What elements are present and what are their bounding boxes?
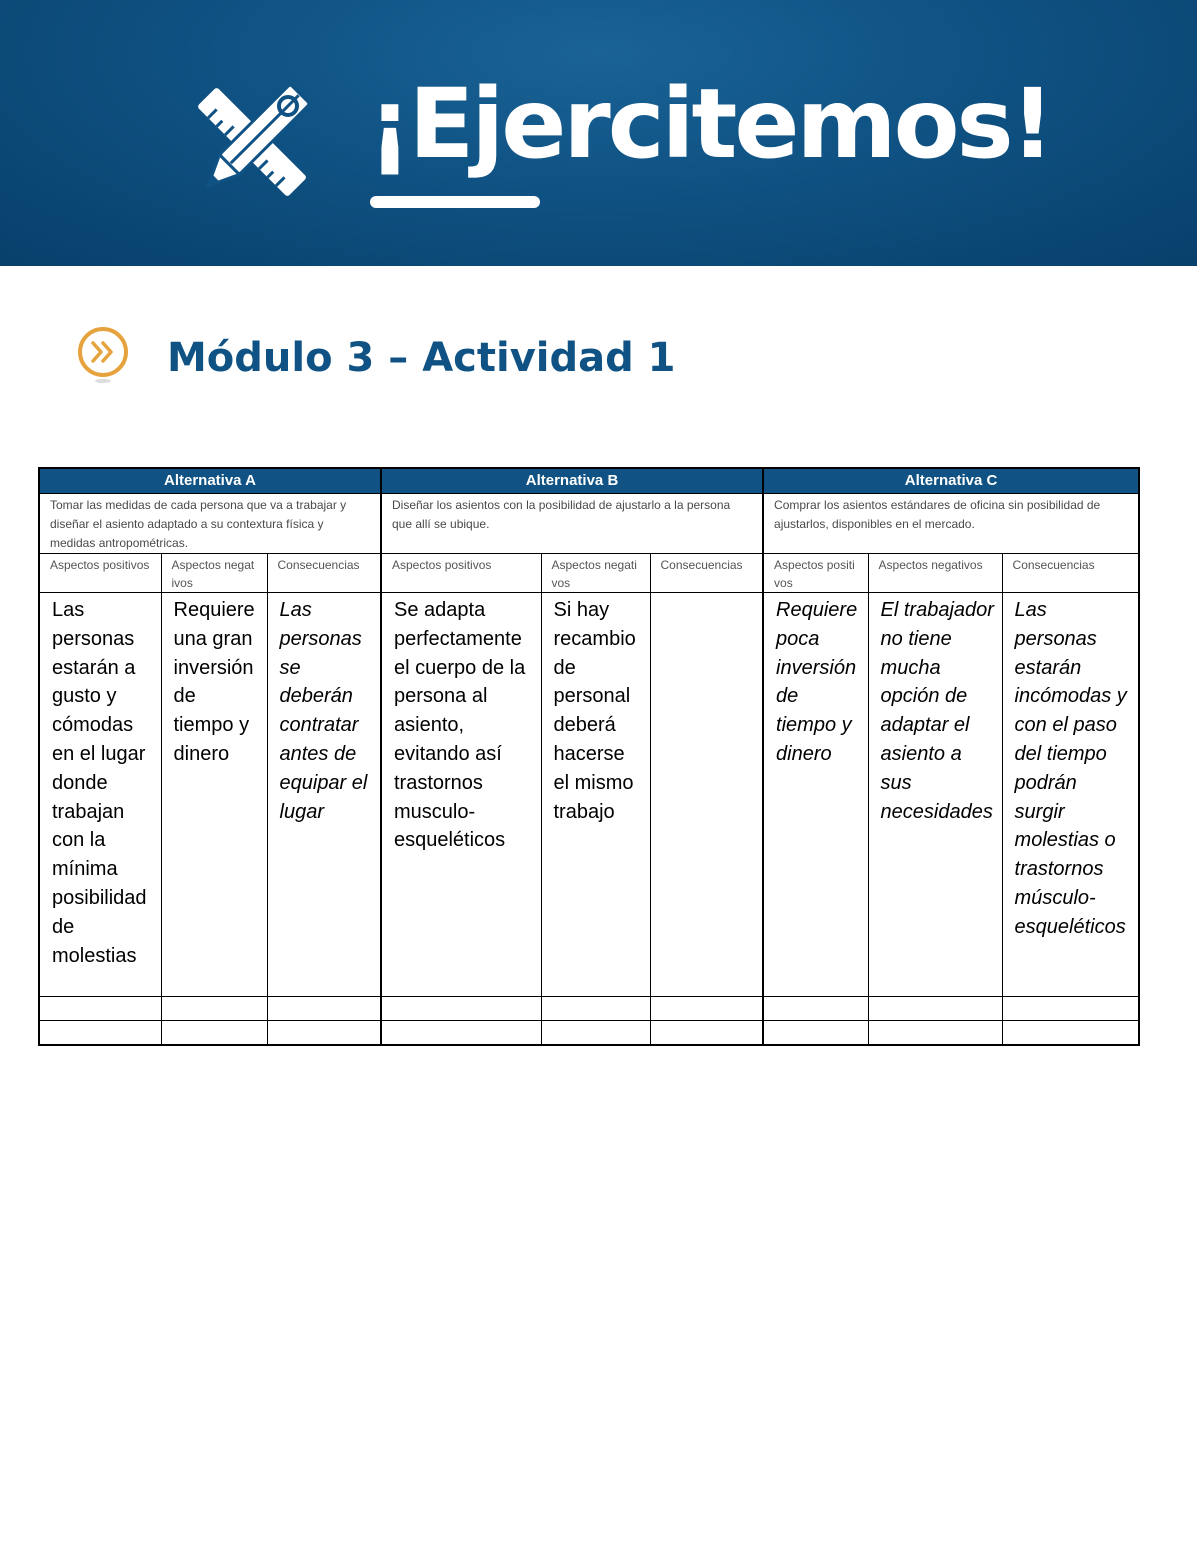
- table-cell: [381, 1021, 541, 1046]
- header-banner: [0, 0, 1197, 266]
- banner-title: ¡Ejercitemos!: [368, 68, 1052, 180]
- alternative-c-description: Comprar los asientos estándares de oficina sin posibilidad de ajustarlos, disponibles en el mercado.: [763, 494, 1139, 554]
- column-header: Aspectos positivos: [763, 554, 868, 593]
- table-cell: Se adapta perfectamente el cuerpo de la persona al asiento, evitando así trastornos musculo-esqueléticos: [381, 593, 541, 997]
- table-cell: Las personas se deberán contratar antes de equipar el lugar: [267, 593, 381, 997]
- table-cell: [763, 1021, 868, 1046]
- column-header: Consecuencias: [1002, 554, 1139, 593]
- column-header: Consecuencias: [650, 554, 763, 593]
- alternative-c-title: Alternativa C: [763, 468, 1139, 494]
- empty-row: [39, 1021, 1139, 1046]
- alternative-a-description: Tomar las medidas de cada persona que va a trabajar y diseñar el asiento adaptado a su contextura física y medidas antropométricas.: [39, 494, 381, 554]
- table-cell: El trabajador no tiene mucha opción de adaptar el asiento a sus necesidades: [868, 593, 1002, 997]
- table-cell: [267, 997, 381, 1021]
- table-cell: [650, 997, 763, 1021]
- table-cell: [161, 1021, 267, 1046]
- table-cell: [868, 997, 1002, 1021]
- alternative-b-title: Alternativa B: [381, 468, 763, 494]
- column-header: Aspectos positivos: [381, 554, 541, 593]
- table-cell: Requiere una gran inversión de tiempo y dinero: [161, 593, 267, 997]
- table-cell: Las personas estarán a gusto y cómodas en el lugar donde trabajan con la mínima posibilidad de molestias: [39, 593, 161, 997]
- page-title: Módulo 3 – Actividad 1: [167, 335, 676, 381]
- table-cell: [650, 593, 763, 997]
- table-cell: [541, 1021, 650, 1046]
- column-header-row: [39, 554, 1139, 593]
- table-cell: [541, 997, 650, 1021]
- table-cell: [1002, 997, 1139, 1021]
- double-chevron-right-circle-icon: [76, 325, 130, 385]
- empty-row: [39, 997, 1139, 1021]
- table-cell: [868, 1021, 1002, 1046]
- table-cell: Si hay recambio de personal deberá hacerse el mismo trabajo: [541, 593, 650, 997]
- alternative-a-title: Alternativa A: [39, 468, 381, 494]
- content-row: [39, 593, 1139, 997]
- table-cell: Las personas estarán incómodas y con el paso del tiempo podrán surgir molestias o trastornos músculo-esqueléticos: [1002, 593, 1139, 997]
- description-row: [39, 494, 1139, 554]
- alternatives-header-row: [39, 468, 1139, 494]
- table-cell: [381, 997, 541, 1021]
- column-header: Aspectos negativos: [541, 554, 650, 593]
- table-cell: [39, 997, 161, 1021]
- column-header: Aspectos positivos: [39, 554, 161, 593]
- table-cell: [1002, 1021, 1139, 1046]
- table-cell: [763, 997, 868, 1021]
- alternative-b-description: Diseñar los asientos con la posibilidad de ajustarlo a la persona que allí se ubique.: [381, 494, 763, 554]
- alternatives-table: [38, 467, 1140, 1046]
- table-cell: [267, 1021, 381, 1046]
- column-header: Consecuencias: [267, 554, 381, 593]
- pencil-ruler-icon: [190, 80, 315, 205]
- table-cell: [161, 997, 267, 1021]
- column-header: Aspectos negativos: [161, 554, 267, 593]
- column-header: Aspectos negativos: [868, 554, 1002, 593]
- table-cell: Requiere poca inversión de tiempo y dinero: [763, 593, 868, 997]
- table-cell: [650, 1021, 763, 1046]
- table-cell: [39, 1021, 161, 1046]
- banner-underline: [370, 196, 540, 208]
